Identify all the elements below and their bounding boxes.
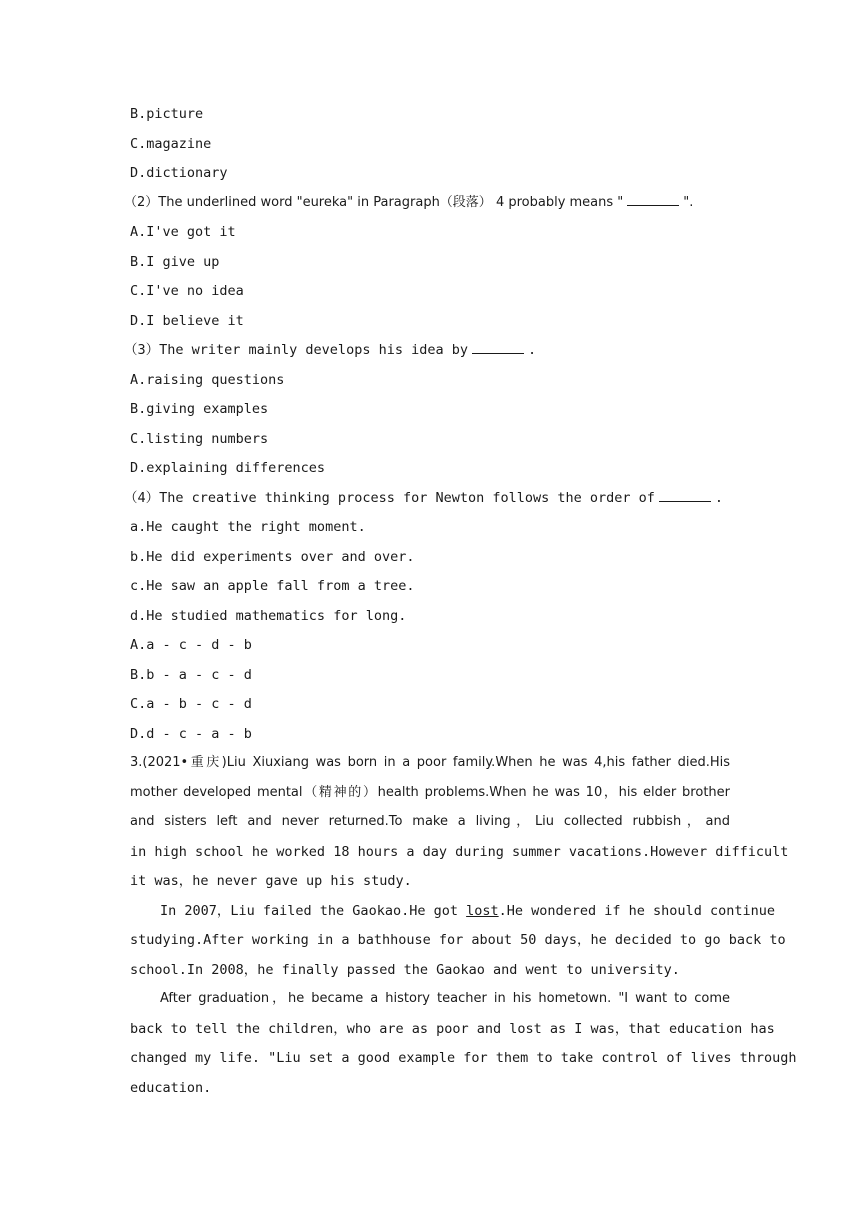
passage3-line: 3.(2021•重庆)Liu Xiuxiang was born in a poor family.When he was 4,his father died.His <box>130 755 730 770</box>
passage3-line: school.In 2008，he finally passed the Gaokao and went to university. <box>130 962 680 978</box>
q2-option-a: A.I've got it <box>130 224 236 240</box>
q4-step-c: c.He saw an apple fall from a tree. <box>130 578 415 594</box>
q4-step-d: d.He studied mathematics for long. <box>130 608 407 624</box>
q4-step-a: a.He caught the right moment. <box>130 519 366 535</box>
q1-option-d: D.dictionary <box>130 165 228 181</box>
answer-blank[interactable] <box>472 341 524 354</box>
passage3-line: After graduation，he became a history teacher in his hometown. "I want to come <box>160 991 730 1006</box>
passage3-line: in high school he worked 18 hours a day during summer vacations.However difficult <box>130 844 789 860</box>
q4-stem-text: （4）The creative thinking process for Newton follows the order of <box>124 490 655 506</box>
passage3-line: it was，he never gave up his study. <box>130 873 412 889</box>
answer-blank[interactable] <box>627 193 679 206</box>
q2-stem-text: （2）The underlined word "eureka" in Paragraph（段落） 4 probably means " <box>124 195 624 210</box>
q4-option-a: A.a - c - d - b <box>130 637 252 653</box>
q4-option-d: D.d - c - a - b <box>130 726 252 742</box>
q3-option-b: B.giving examples <box>130 401 269 417</box>
q1-option-c: C.magazine <box>130 136 212 152</box>
passage3-line: back to tell the children，who are as poor and lost as I was，that education has <box>130 1021 775 1037</box>
q4-stem <box>124 488 723 508</box>
q4-stem-end: . <box>714 490 724 506</box>
q3-stem-end: . <box>527 342 537 358</box>
q2-option-d: D.I believe it <box>130 313 244 329</box>
passage3-line: changed my life. "Liu set a good example for them to take control of lives through <box>130 1050 797 1066</box>
p2-text: .He wondered if he should continue <box>498 903 775 919</box>
q2-stem <box>124 193 693 213</box>
answer-blank[interactable] <box>659 489 711 502</box>
q3-option-c: C.listing numbers <box>130 431 269 447</box>
q2-option-b: B.I give up <box>130 254 220 270</box>
passage3-line: studying.After working in a bathhouse for about 50 days，he decided to go back to <box>130 932 786 948</box>
q2-option-c: C.I've no idea <box>130 283 244 299</box>
q3-stem-text: （3）The writer mainly develops his idea by <box>124 342 468 358</box>
q1-option-b: B.picture <box>130 106 204 122</box>
q2-stem-end: ". <box>683 195 694 210</box>
p2-text: In 2007，Liu failed the Gaokao.He got <box>160 903 467 919</box>
passage3-line: education. <box>130 1080 212 1096</box>
passage3-line: and sisters left and never returned.To make a living，Liu collected rubbish，and <box>130 814 730 829</box>
q3-option-d: D.explaining differences <box>130 460 326 476</box>
passage3-line: mother developed mental（精神的）health problems.When he was 10，his elder brother <box>130 785 730 800</box>
q3-stem <box>124 340 536 360</box>
passage3-line <box>160 901 775 921</box>
q4-step-b: b.He did experiments over and over. <box>130 549 415 565</box>
q4-option-c: C.a - b - c - d <box>130 696 252 712</box>
q3-option-a: A.raising questions <box>130 372 285 388</box>
q4-option-b: B.b - a - c - d <box>130 667 252 683</box>
underlined-word: lost <box>466 903 499 919</box>
